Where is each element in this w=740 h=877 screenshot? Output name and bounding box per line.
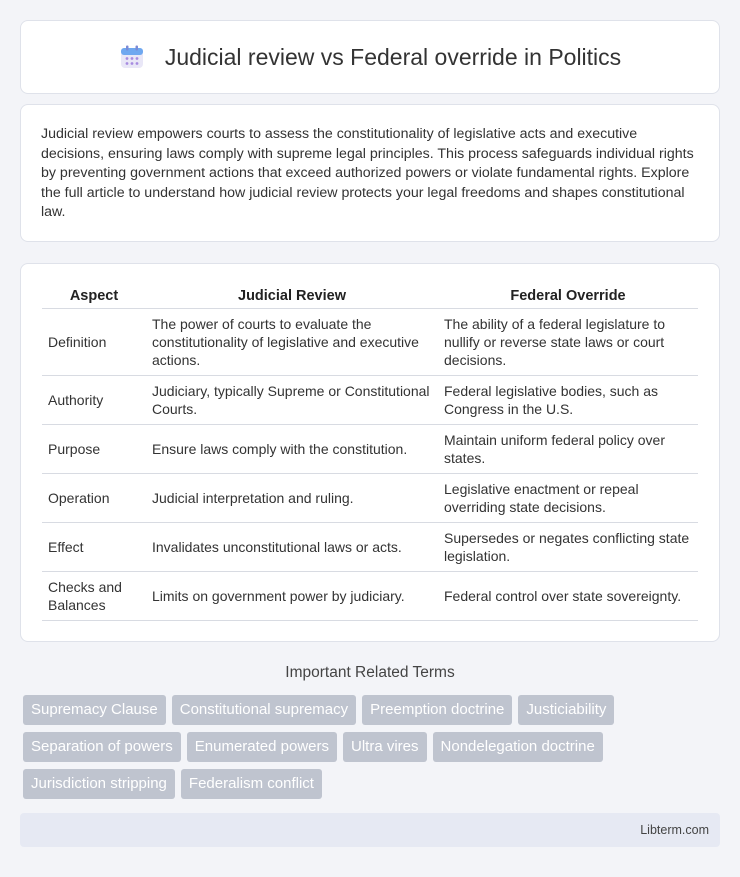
row-federal-override: Maintain uniform federal policy over states. (438, 424, 698, 473)
row-judicial-review: The power of courts to evaluate the constitutionality of legislative and executive actions. (146, 308, 438, 375)
related-terms-title: Important Related Terms (285, 664, 455, 681)
row-aspect: Effect (42, 522, 146, 571)
header-federal-override: Federal Override (438, 284, 698, 308)
related-term-tag[interactable]: Federalism conflict (181, 769, 322, 799)
title-card (20, 20, 720, 94)
table-row (42, 308, 698, 375)
row-federal-override: Federal control over state sovereignty. (438, 571, 698, 620)
row-judicial-review: Judiciary, typically Supreme or Constitutional Courts. (146, 375, 438, 424)
table-row (42, 424, 698, 473)
footer (20, 813, 720, 847)
row-judicial-review: Ensure laws comply with the constitution. (146, 424, 438, 473)
comparison-card (20, 263, 720, 642)
row-federal-override: Federal legislative bodies, such as Congress in the U.S. (438, 375, 698, 424)
row-judicial-review: Judicial interpretation and ruling. (146, 473, 438, 522)
row-federal-override: The ability of a federal legislature to nullify or reverse state laws or court decisions. (438, 308, 698, 375)
row-aspect: Checks and Balances (42, 571, 146, 620)
row-judicial-review: Limits on government power by judiciary. (146, 571, 438, 620)
row-aspect: Operation (42, 473, 146, 522)
comparison-table (42, 284, 698, 621)
intro-card (20, 104, 720, 242)
related-term-tag[interactable]: Supremacy Clause (23, 695, 166, 725)
related-terms-list (23, 695, 723, 799)
related-term-tag[interactable]: Justiciability (518, 695, 614, 725)
row-aspect: Purpose (42, 424, 146, 473)
row-federal-override: Supersedes or negates conflicting state legislation. (438, 522, 698, 571)
table-row (42, 473, 698, 522)
table-header-row (42, 284, 698, 308)
related-term-tag[interactable]: Separation of powers (23, 732, 181, 762)
related-term-tag[interactable]: Ultra vires (343, 732, 427, 762)
row-federal-override: Legislative enactment or repeal overriding state decisions. (438, 473, 698, 522)
row-judicial-review: Invalidates unconstitutional laws or acts. (146, 522, 438, 571)
related-term-tag[interactable]: Preemption doctrine (362, 695, 512, 725)
related-term-tag[interactable]: Constitutional supremacy (172, 695, 356, 725)
footer-site-link[interactable]: Libterm.com (640, 823, 709, 837)
header-aspect: Aspect (42, 284, 146, 308)
header-judicial-review: Judicial Review (146, 284, 438, 308)
related-term-tag[interactable]: Enumerated powers (187, 732, 337, 762)
related-term-tag[interactable]: Nondelegation doctrine (433, 732, 603, 762)
intro-text: Judicial review empowers courts to assess the constitutionality of legislative acts and executive decisions, ensuring laws comply with supreme legal principles. This process safeguards individual rights by preventing government actions that exceed authorized powers or violate fundamental rights. Explore the full article to understand how judicial review protects your legal freedoms and shapes constitutional law. (41, 126, 694, 221)
table-row (42, 522, 698, 571)
table-row (42, 375, 698, 424)
calendar-icon (119, 44, 145, 70)
page-title: Judicial review vs Federal override in Politics (164, 43, 622, 70)
row-aspect: Authority (42, 375, 146, 424)
related-term-tag[interactable]: Jurisdiction stripping (23, 769, 175, 799)
table-row (42, 571, 698, 620)
row-aspect: Definition (42, 308, 146, 375)
